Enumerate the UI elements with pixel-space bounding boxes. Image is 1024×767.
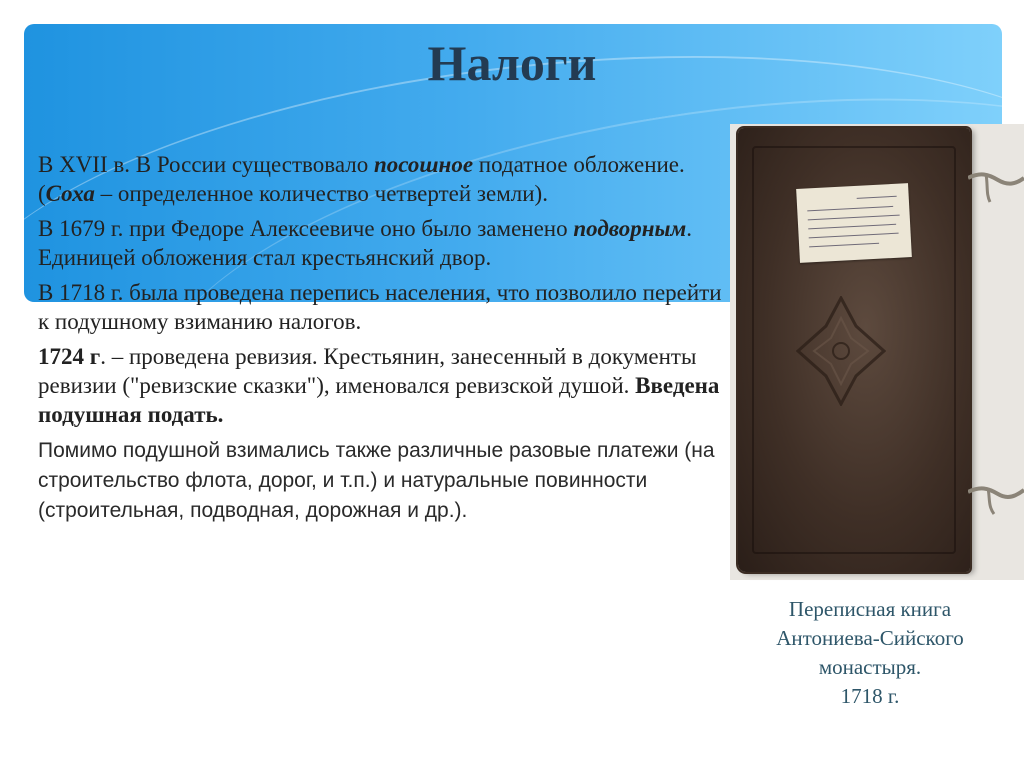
photo-caption [740, 595, 1000, 711]
caption-line: Переписная книга [788, 597, 952, 621]
body-text-segment: Соха [45, 181, 95, 206]
census-book-photo [730, 124, 1024, 580]
body-text-segment: В 1679 г. при Федоре Алексеевиче оно было заменено [38, 216, 574, 241]
cover-ornament-icon [796, 296, 886, 406]
body-paragraph [38, 150, 728, 208]
body-text-segment: податное обложение. ( [38, 152, 685, 206]
body-text-segment: Введена подушная подать. [38, 373, 720, 427]
body-text-segment: 1724 г [38, 344, 101, 369]
body-text-segment: В 1718 г. была проведена перепись населения, что позволило перейти к подушному взиманию налогов. [38, 280, 722, 334]
body-text-segment: В XVII в. В России существовало [38, 152, 374, 177]
book-tie-top [968, 164, 1024, 204]
body-paragraph [38, 342, 728, 429]
book-tie-bottom [968, 476, 1024, 516]
caption-line: Антониева-Сийского [776, 626, 964, 650]
body-paragraph [38, 278, 728, 336]
body-text-segment: посошное [373, 152, 474, 177]
book-cover [738, 128, 970, 572]
body-paragraph [38, 435, 728, 525]
body-text-segment: . Единицей обложения стал крестьянский двор. [38, 216, 692, 270]
caption-line: 1718 г. [840, 684, 900, 708]
slide-title: Налоги [427, 35, 597, 91]
book-paper-label [796, 183, 912, 263]
body-text-segment: подворным [573, 216, 687, 241]
slide-body [38, 150, 728, 531]
body-text-segment: Помимо подушной взимались также различные разовые платежи (на строительство флота, дорог, и т.п.) и натуральные повинности (строительная, подводная, дорожная и др.). [38, 439, 715, 522]
body-text-segment: – определенное количество четвертей земли). [94, 181, 548, 206]
caption-line: монастыря. [818, 655, 922, 679]
body-text-segment: . – проведена ревизия. Крестьянин, занесенный в документы ревизии ("ревизские сказки"), именовался ревизской душой. [38, 344, 697, 398]
body-paragraph [38, 214, 728, 272]
